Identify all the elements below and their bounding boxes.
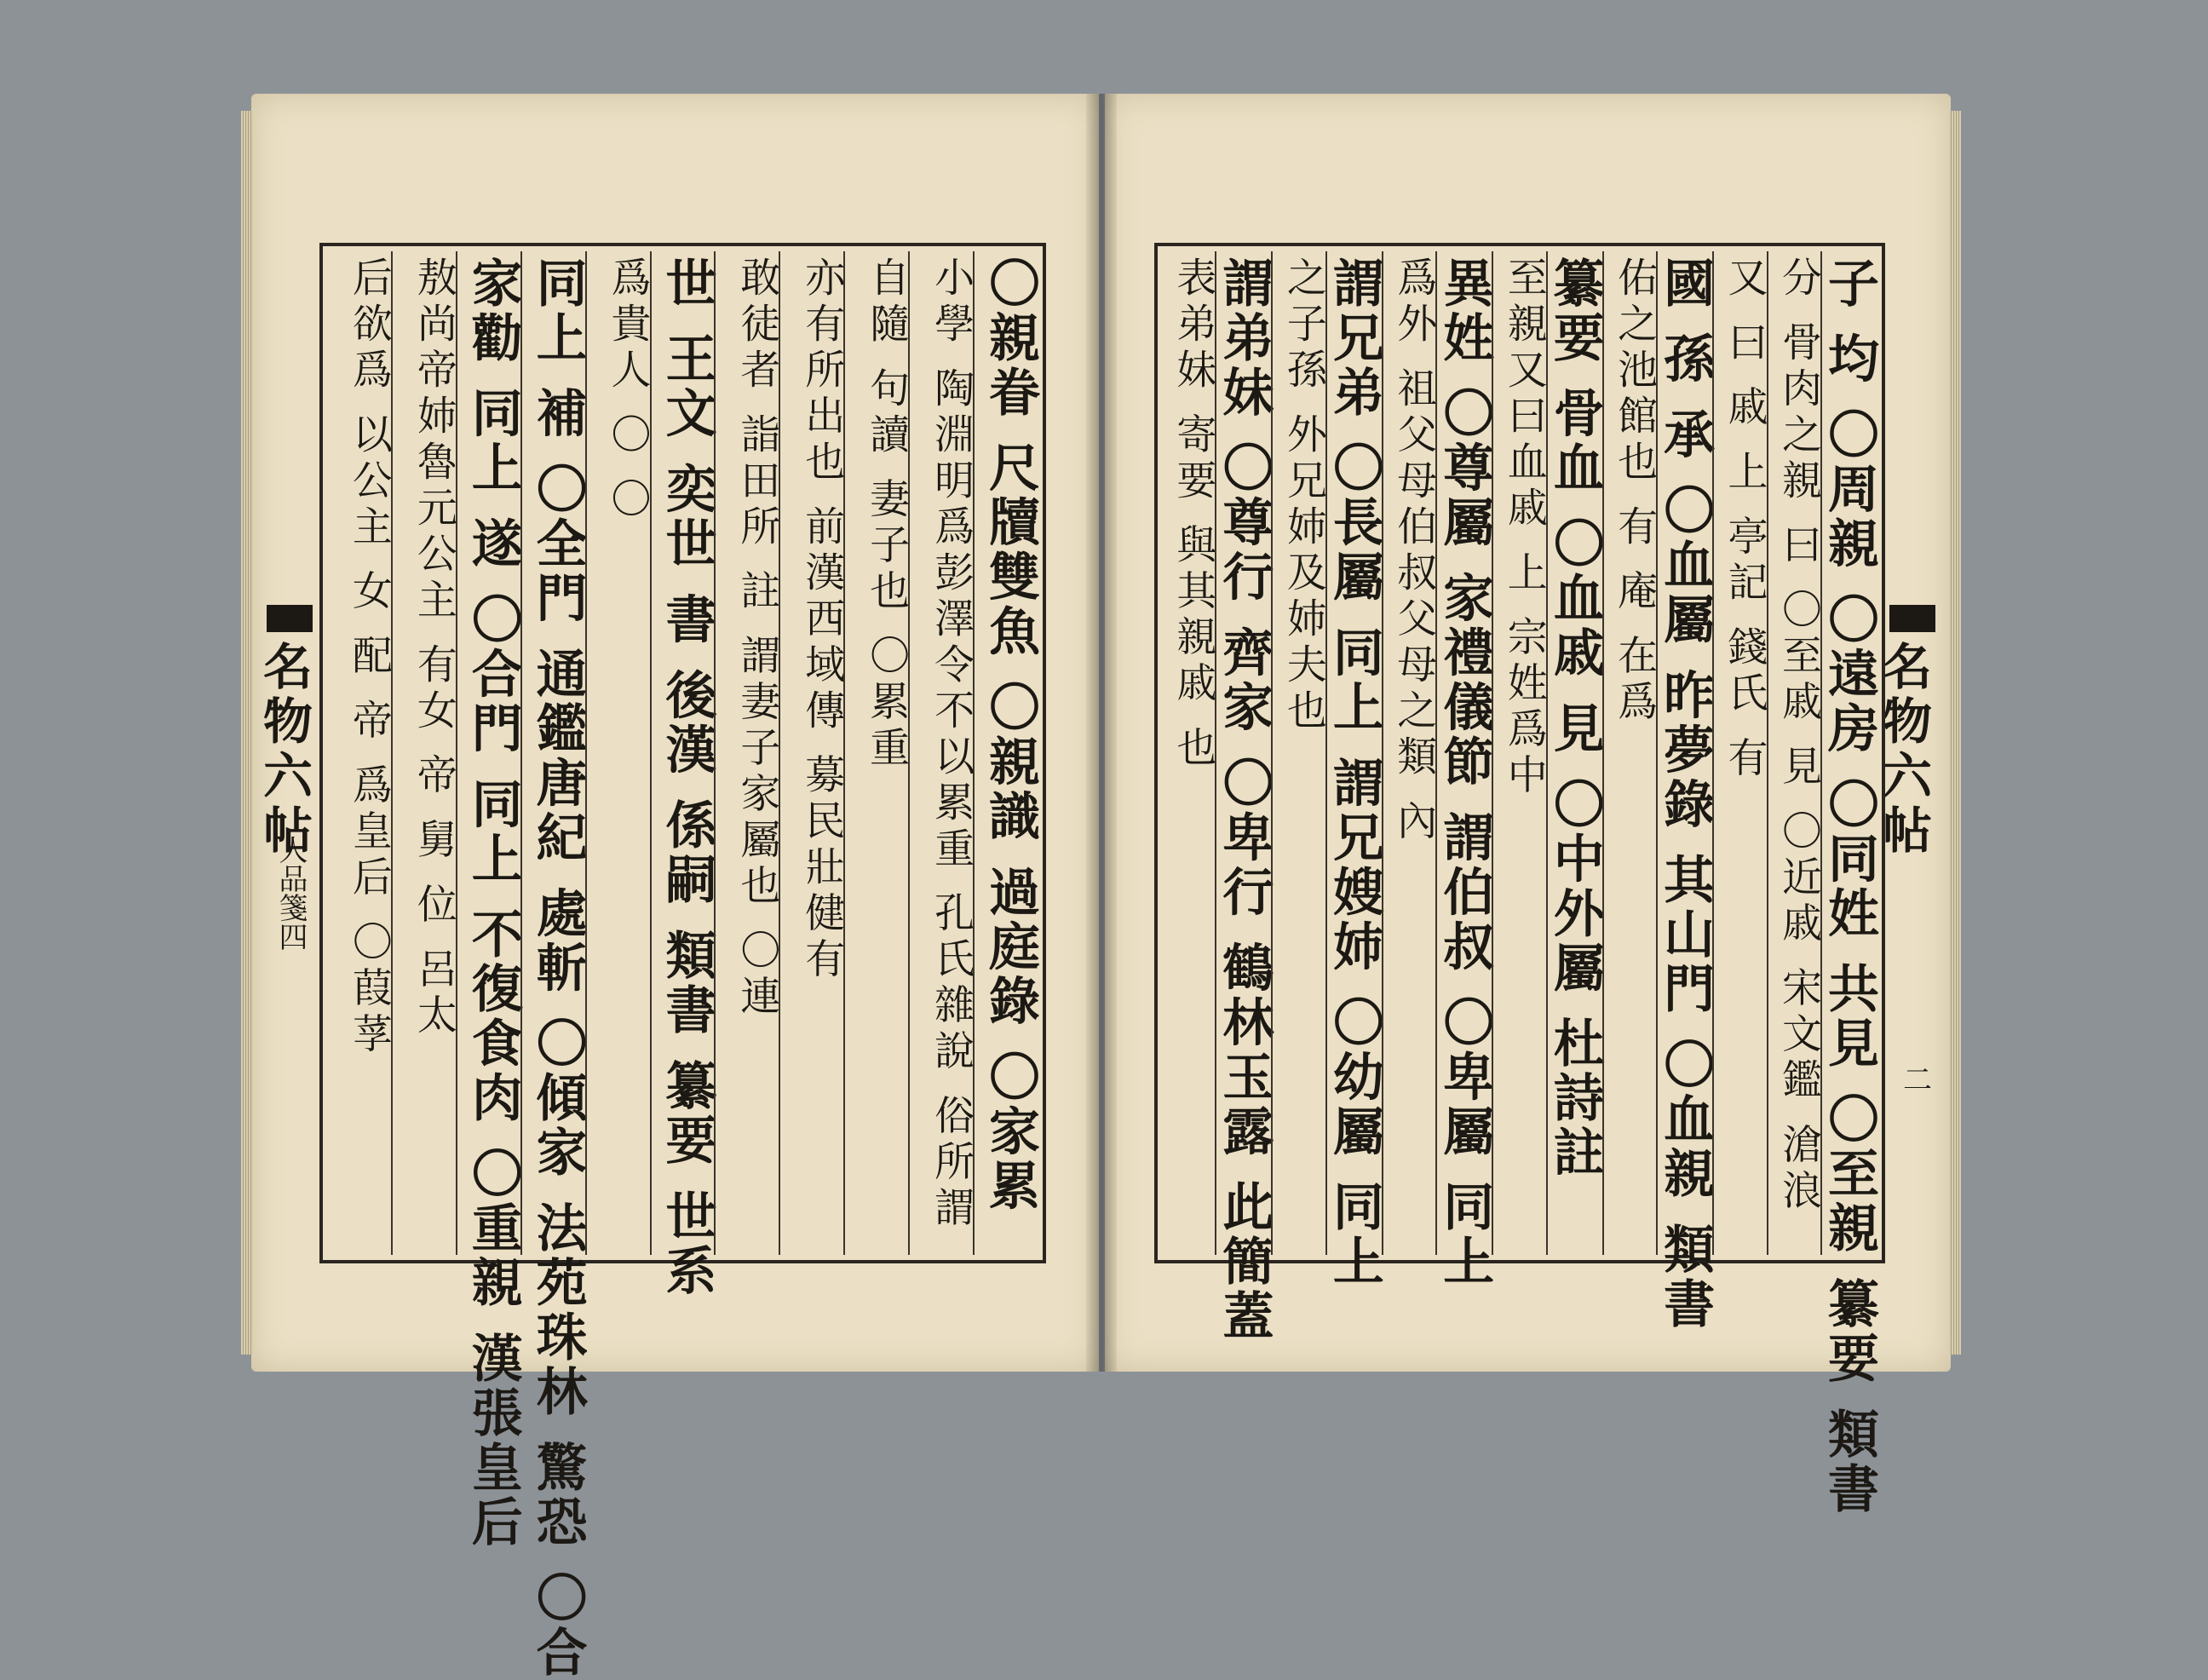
left-title-strip: 名物六帖 (255, 641, 313, 859)
text-column: 敖尚帝姉魯元公主 有女 帝 舅 位 呂太 (391, 251, 456, 1255)
left-fishtail-mark (267, 605, 313, 632)
text-column: 小學 陶淵明爲彭澤令不以累重 孔氏雜說 俗所謂 (908, 251, 973, 1255)
right-fishtail-mark (1889, 605, 1935, 632)
text-column: 謂兄弟 〇長屬 同上 謂兄嫂姉 〇幼屬 同上 (1325, 251, 1382, 1255)
left-columns (328, 251, 1040, 1680)
open-book (251, 94, 1951, 1680)
text-column: 分 骨肉之親 曰 〇至戚 見 〇近戚 宋文鑑 滄浪 (1767, 251, 1820, 1255)
text-column: 纂要 骨血 〇血戚 見 〇中外屬 杜詩註 (1546, 251, 1602, 1255)
text-column: 之子孫 外兄姉及姉夫也 (1271, 251, 1325, 1255)
text-column: 后欲爲 以公主 女 配 帝 爲皇后 〇葭莩 (345, 256, 393, 1059)
text-column: 國 孫 承 〇血屬 昨夢錄 其山門 〇血親 類書 (1656, 251, 1712, 1255)
text-column: 自隨 句讀 妻子也 〇累重 (843, 251, 908, 1255)
text-column: 爲貴人 〇 〇 (585, 251, 650, 1255)
text-column: 同上 補 〇全門 通鑑唐紀 處斬 〇傾家 法苑珠林 驚恐 〇合 (520, 251, 585, 1255)
page-edges-right (1949, 111, 1961, 1355)
text-column: 又 曰 戚 上 亭記 錢氏 有 (1712, 251, 1766, 1255)
text-column: 〇親眷 尺牘雙魚 〇親識 過庭錄 〇家累 (973, 251, 1038, 1255)
book-gutter (1086, 94, 1117, 1372)
text-column: 亦有所出也 前漢西域傳 募民壯健有 (779, 251, 843, 1255)
right-title-strip: 名物六帖 (1874, 641, 1932, 859)
left-subtitle: 人品箋四 (273, 835, 308, 951)
text-column: 表弟妹 寄要 與其親戚 也 (1170, 256, 1217, 773)
right-page (1105, 94, 1951, 1517)
right-text-frame (1154, 243, 1885, 1517)
text-column: 子 均 〇周親 〇遠房 〇同姓 共見 〇至親 纂要 類書 (1820, 251, 1877, 1255)
text-column: 世 王文 奕世 書 後漢 係嗣 類書 纂要 世系 (650, 251, 715, 1255)
text-column: 異姓 〇尊屬 家禮儀節 謂伯叔 〇卑屬 同上 (1435, 251, 1492, 1255)
text-column: 敢徒者 詣田所 註 謂妻子家屬也 〇連 (714, 251, 779, 1255)
text-column: 爲外 祖父母伯叔父母之類 內 (1382, 251, 1435, 1255)
right-columns (1163, 251, 1879, 1517)
right-page-number: 二 (1903, 1063, 1932, 1097)
text-column: 謂弟妹 〇尊行 齊家 〇卑行 鶴林玉露 此簡蓋 (1215, 251, 1271, 1255)
text-column: 至親又曰血戚 上 宗姓爲中 (1492, 251, 1545, 1255)
left-text-frame (319, 243, 1046, 1680)
text-column: 佑之池館也 有 庵 在爲 (1602, 251, 1656, 1255)
text-column: 家勸 同上 遂 〇合門 同上 不復食肉 〇重親 漢張皇后 (456, 251, 520, 1255)
left-page (251, 94, 1099, 1680)
